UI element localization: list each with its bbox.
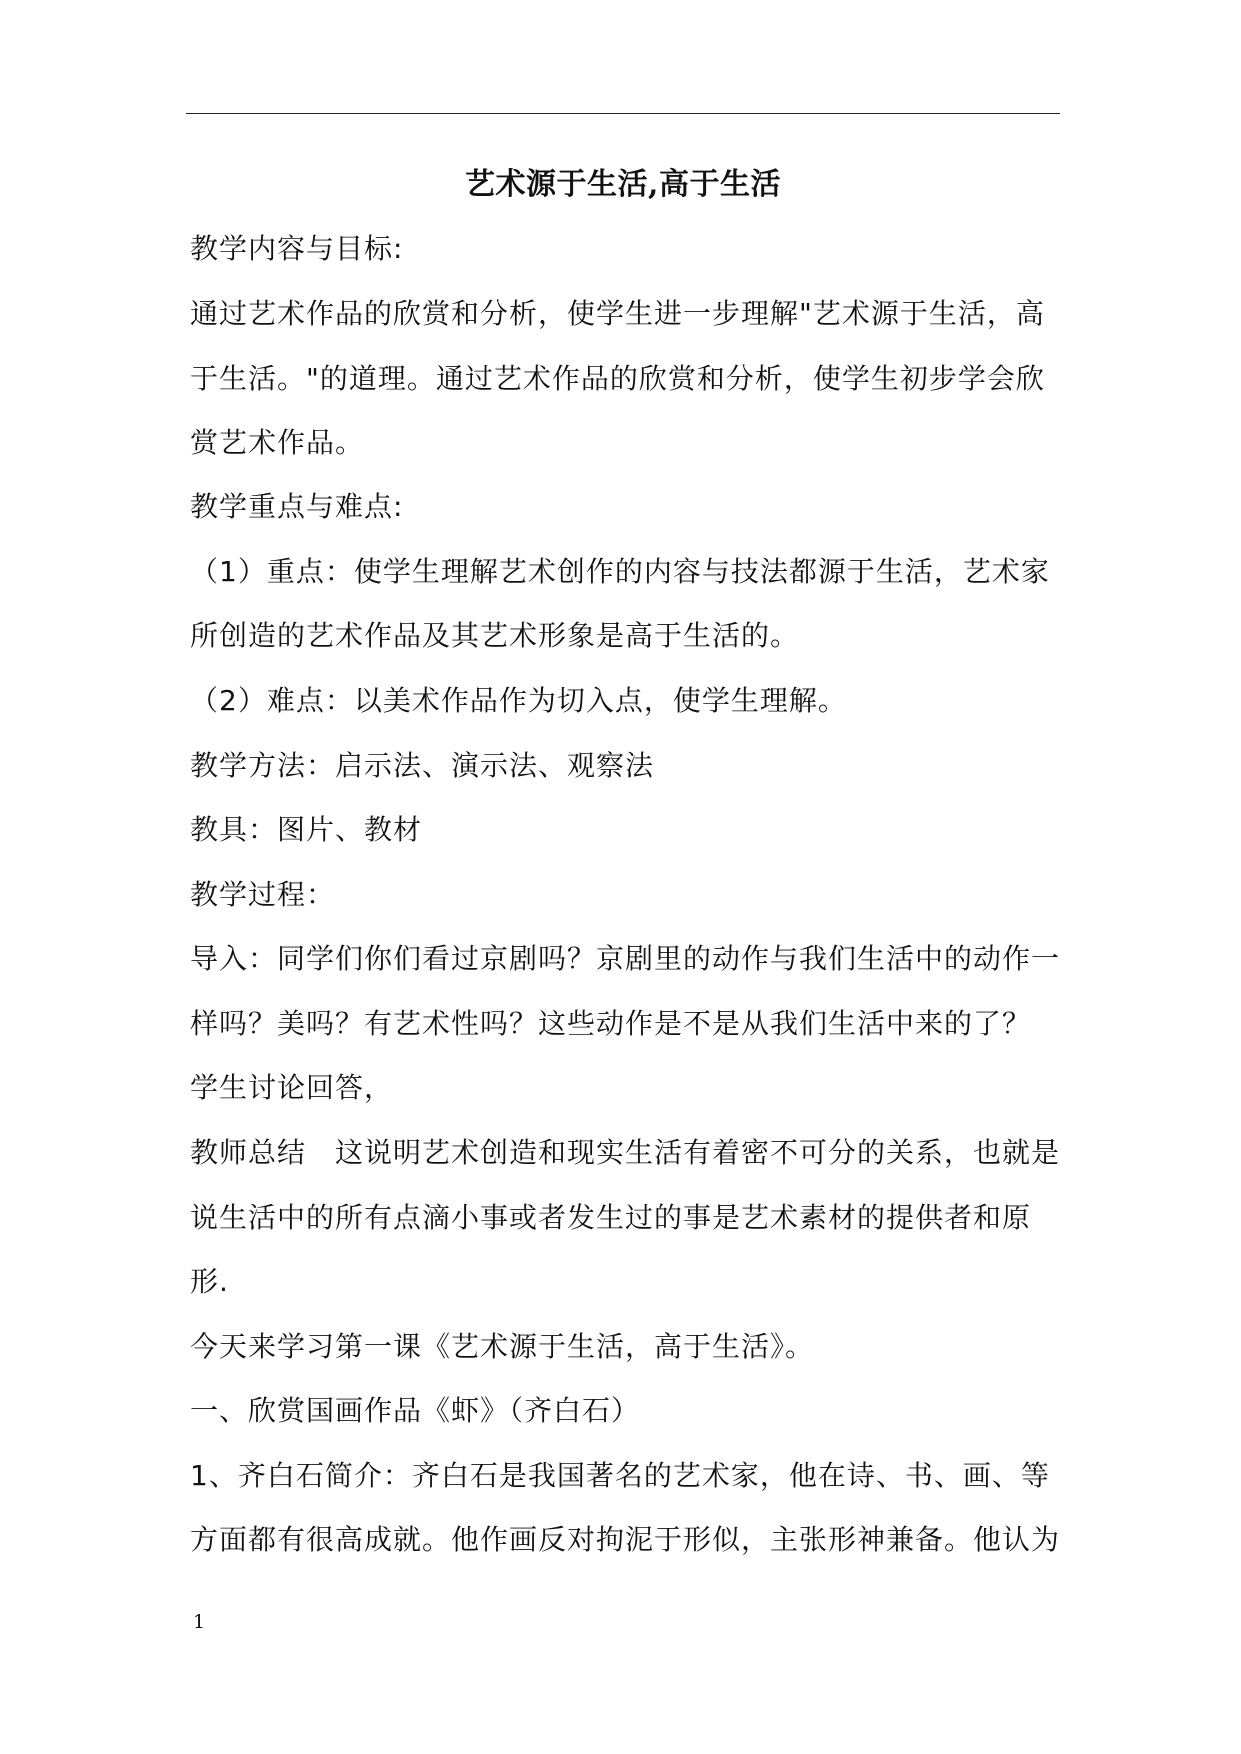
text-line: 样吗？美吗？有艺术性吗？这些动作是不是从我们生活中来的了？ (190, 1007, 1032, 1040)
text-line: 教具：图片、教材 (190, 813, 423, 846)
text-line: 教学过程： (190, 878, 336, 911)
text-line: 说生活中的所有点滴小事或者发生过的事是艺术素材的提供者和原 (190, 1201, 1032, 1234)
text-line: 于生活。"的道理。通过艺术作品的欣赏和分析，使学生初步学会欣 (190, 362, 1045, 395)
text-line: 所创造的艺术作品及其艺术形象是高于生活的。 (190, 619, 800, 652)
text-line: 学生讨论回答， (190, 1071, 394, 1104)
text-line: 形. (190, 1265, 229, 1298)
text-line: 赏艺术作品。 (190, 426, 365, 459)
text-line: 一、欣赏国画作品《虾》（齐白石） (190, 1394, 641, 1427)
text-line: 通过艺术作品的欣赏和分析，使学生进一步理解"艺术源于生活，高 (190, 297, 1045, 330)
header-rule (186, 113, 1060, 114)
document-title: 艺术源于生活,高于生活 (465, 167, 781, 202)
text-line: 教学重点与难点: (190, 490, 404, 523)
text-line: 导入：同学们你们看过京剧吗？京剧里的动作与我们生活中的动作一 (190, 942, 1061, 975)
text-line: 1、齐白石简介：齐白石是我国著名的艺术家，他在诗、书、画、等 (190, 1459, 1050, 1492)
text-line: （1）重点：使学生理解艺术创作的内容与技法都源于生活，艺术家 (190, 555, 1050, 588)
text-line: 今天来学习第一课《艺术源于生活，高于生活》。 (190, 1330, 815, 1363)
text-line: （2）难点：以美术作品作为切入点，使学生理解。 (190, 684, 847, 717)
text-line: 方面都有很高成就。他作画反对拘泥于形似，主张形神兼备。他认为 (190, 1523, 1061, 1556)
text-line: 教学内容与目标: (190, 232, 404, 265)
page-number: 1 (193, 1611, 206, 1633)
text-line: 教学方法：启示法、演示法、观察法 (190, 749, 655, 782)
text-line: 教师总结 这说明艺术创造和现实生活有着密不可分的关系，也就是 (190, 1136, 1061, 1169)
